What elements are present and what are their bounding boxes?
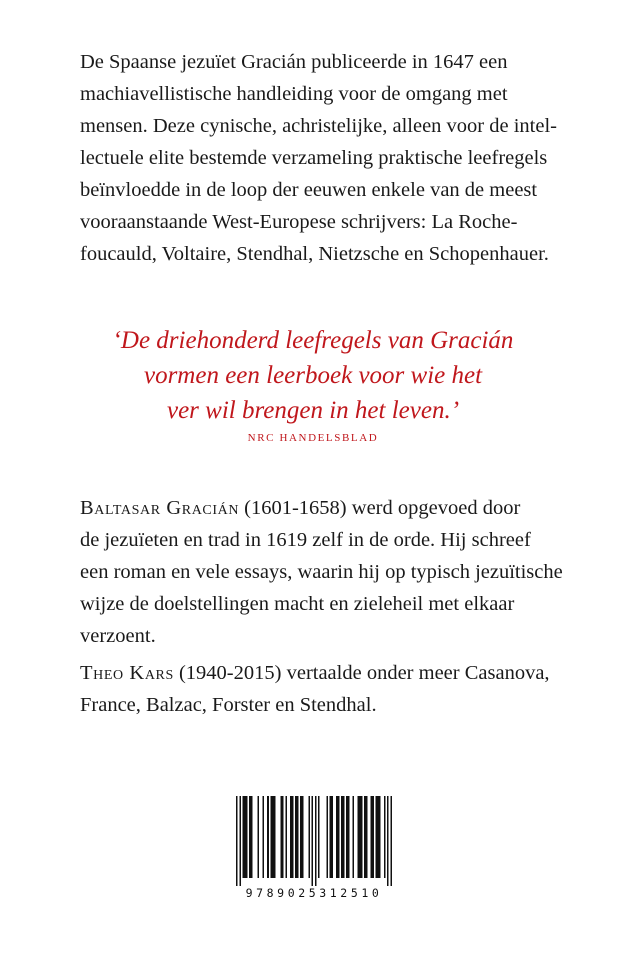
- barcode-bar: [239, 796, 241, 886]
- author-bio-line: wijze de doelstellingen macht en zieleheil met elkaar: [80, 593, 515, 615]
- author-bio-line: een roman en vele essays, waarin hij op typisch jezuïtische: [80, 561, 563, 583]
- barcode-bar: [353, 796, 355, 878]
- quote-line: ver wil brengen in het leven.’: [166, 397, 460, 424]
- barcode-bar: [257, 796, 259, 878]
- barcode-bar: [364, 796, 366, 878]
- barcode-bar: [272, 796, 274, 878]
- author-bio-first-line: [80, 492, 560, 524]
- barcode-bar: [243, 796, 245, 878]
- quote-line: vormen een leerboek voor wie het: [143, 362, 483, 389]
- barcode-bar: [379, 796, 381, 878]
- barcode-bar: [341, 796, 343, 878]
- blurb-text: [80, 46, 560, 270]
- barcode-bar: [274, 796, 276, 878]
- quote-line: ‘De driehonderd leefregels van Gracián: [112, 327, 514, 354]
- translator-name: Theo Kars: [80, 662, 174, 684]
- barcode-bar: [384, 796, 386, 878]
- blurb-line: beïnvloedde in de loop der eeuwen enkele van de meest: [80, 179, 538, 201]
- barcode-bar: [390, 796, 392, 886]
- barcode-bar: [348, 796, 350, 878]
- barcode-bar: [376, 796, 378, 878]
- barcode-bar: [262, 796, 264, 878]
- barcode-bar: [295, 796, 297, 878]
- barcode-bar: [267, 796, 269, 878]
- barcode-bar: [282, 796, 284, 878]
- barcode-bar: [290, 796, 292, 878]
- barcode-bar: [372, 796, 374, 878]
- translator-bio: [80, 657, 560, 721]
- barcode-bar: [346, 796, 348, 878]
- barcode-bar: [331, 796, 333, 878]
- barcode-bar: [361, 796, 363, 878]
- barcode-bar: [366, 796, 368, 878]
- barcode-bar: [308, 796, 310, 878]
- barcode-bar: [270, 796, 272, 878]
- blurb-line: vooraanstaande West-Europese schrijvers: La Roche-: [80, 211, 518, 233]
- barcode-bar: [292, 796, 294, 878]
- barcode-bar: [302, 796, 304, 878]
- barcode-bar: [326, 796, 328, 878]
- barcode-bar: [280, 796, 282, 878]
- author-bio-line: verzoent.: [80, 625, 156, 647]
- barcode-bar: [338, 796, 340, 878]
- barcode-bar: [246, 796, 248, 878]
- barcode-bar: [285, 796, 287, 878]
- blurb-line: mensen. Deze cynische, achristelijke, alleen voor de intel-: [80, 115, 557, 137]
- barcode-bar: [236, 796, 238, 886]
- blurb-line: De Spaanse jezuïet Gracián publiceerde in 1647 een: [80, 51, 508, 73]
- barcode-bar: [251, 796, 253, 878]
- blurb-line: lectuele elite bestemde verzameling praktische leefregels: [80, 147, 548, 169]
- barcode-bar: [358, 796, 360, 878]
- barcode-bar: [377, 796, 379, 878]
- barcode-bars: [236, 796, 392, 886]
- author-bio-line: de jezuïeten en trad in 1619 zelf in de orde. Hij schreef: [80, 529, 531, 551]
- pull-quote: [40, 323, 586, 428]
- barcode-bar: [387, 796, 389, 886]
- quote-source: NRC HANDELSBLAD: [247, 432, 379, 444]
- barcode-bar: [297, 796, 299, 878]
- author-name: Baltasar Gracián: [80, 497, 240, 519]
- author-bio: [80, 492, 563, 652]
- barcode-bar: [336, 796, 338, 878]
- isbn-number: 9789025312510: [245, 886, 383, 900]
- barcode-bar: [312, 796, 314, 886]
- isbn-barcode: [230, 796, 398, 908]
- barcode-bar: [371, 796, 373, 878]
- translator-bio-line-rest: (1940-2015) vertaalde onder meer Casanova,: [173, 662, 550, 684]
- blurb-line: machiavellistische handleiding voor de omgang met: [80, 83, 508, 105]
- barcode-bar: [315, 796, 317, 886]
- blurb-line: foucauld, Voltaire, Stendhal, Nietzsche en Schopenhauer.: [80, 243, 549, 265]
- barcode-bar: [318, 796, 320, 878]
- translator-bio-line: France, Balzac, Forster en Stendhal.: [80, 694, 377, 716]
- translator-bio-first-line: [80, 657, 560, 689]
- author-bio-line-rest: (1601-1658) werd opgevoed door: [239, 497, 521, 519]
- barcode-bar: [249, 796, 251, 878]
- barcode-bar: [244, 796, 246, 878]
- barcode-bar: [330, 796, 332, 878]
- barcode-bar: [359, 796, 361, 878]
- barcode-bar: [300, 796, 302, 878]
- barcode-bar: [343, 796, 345, 878]
